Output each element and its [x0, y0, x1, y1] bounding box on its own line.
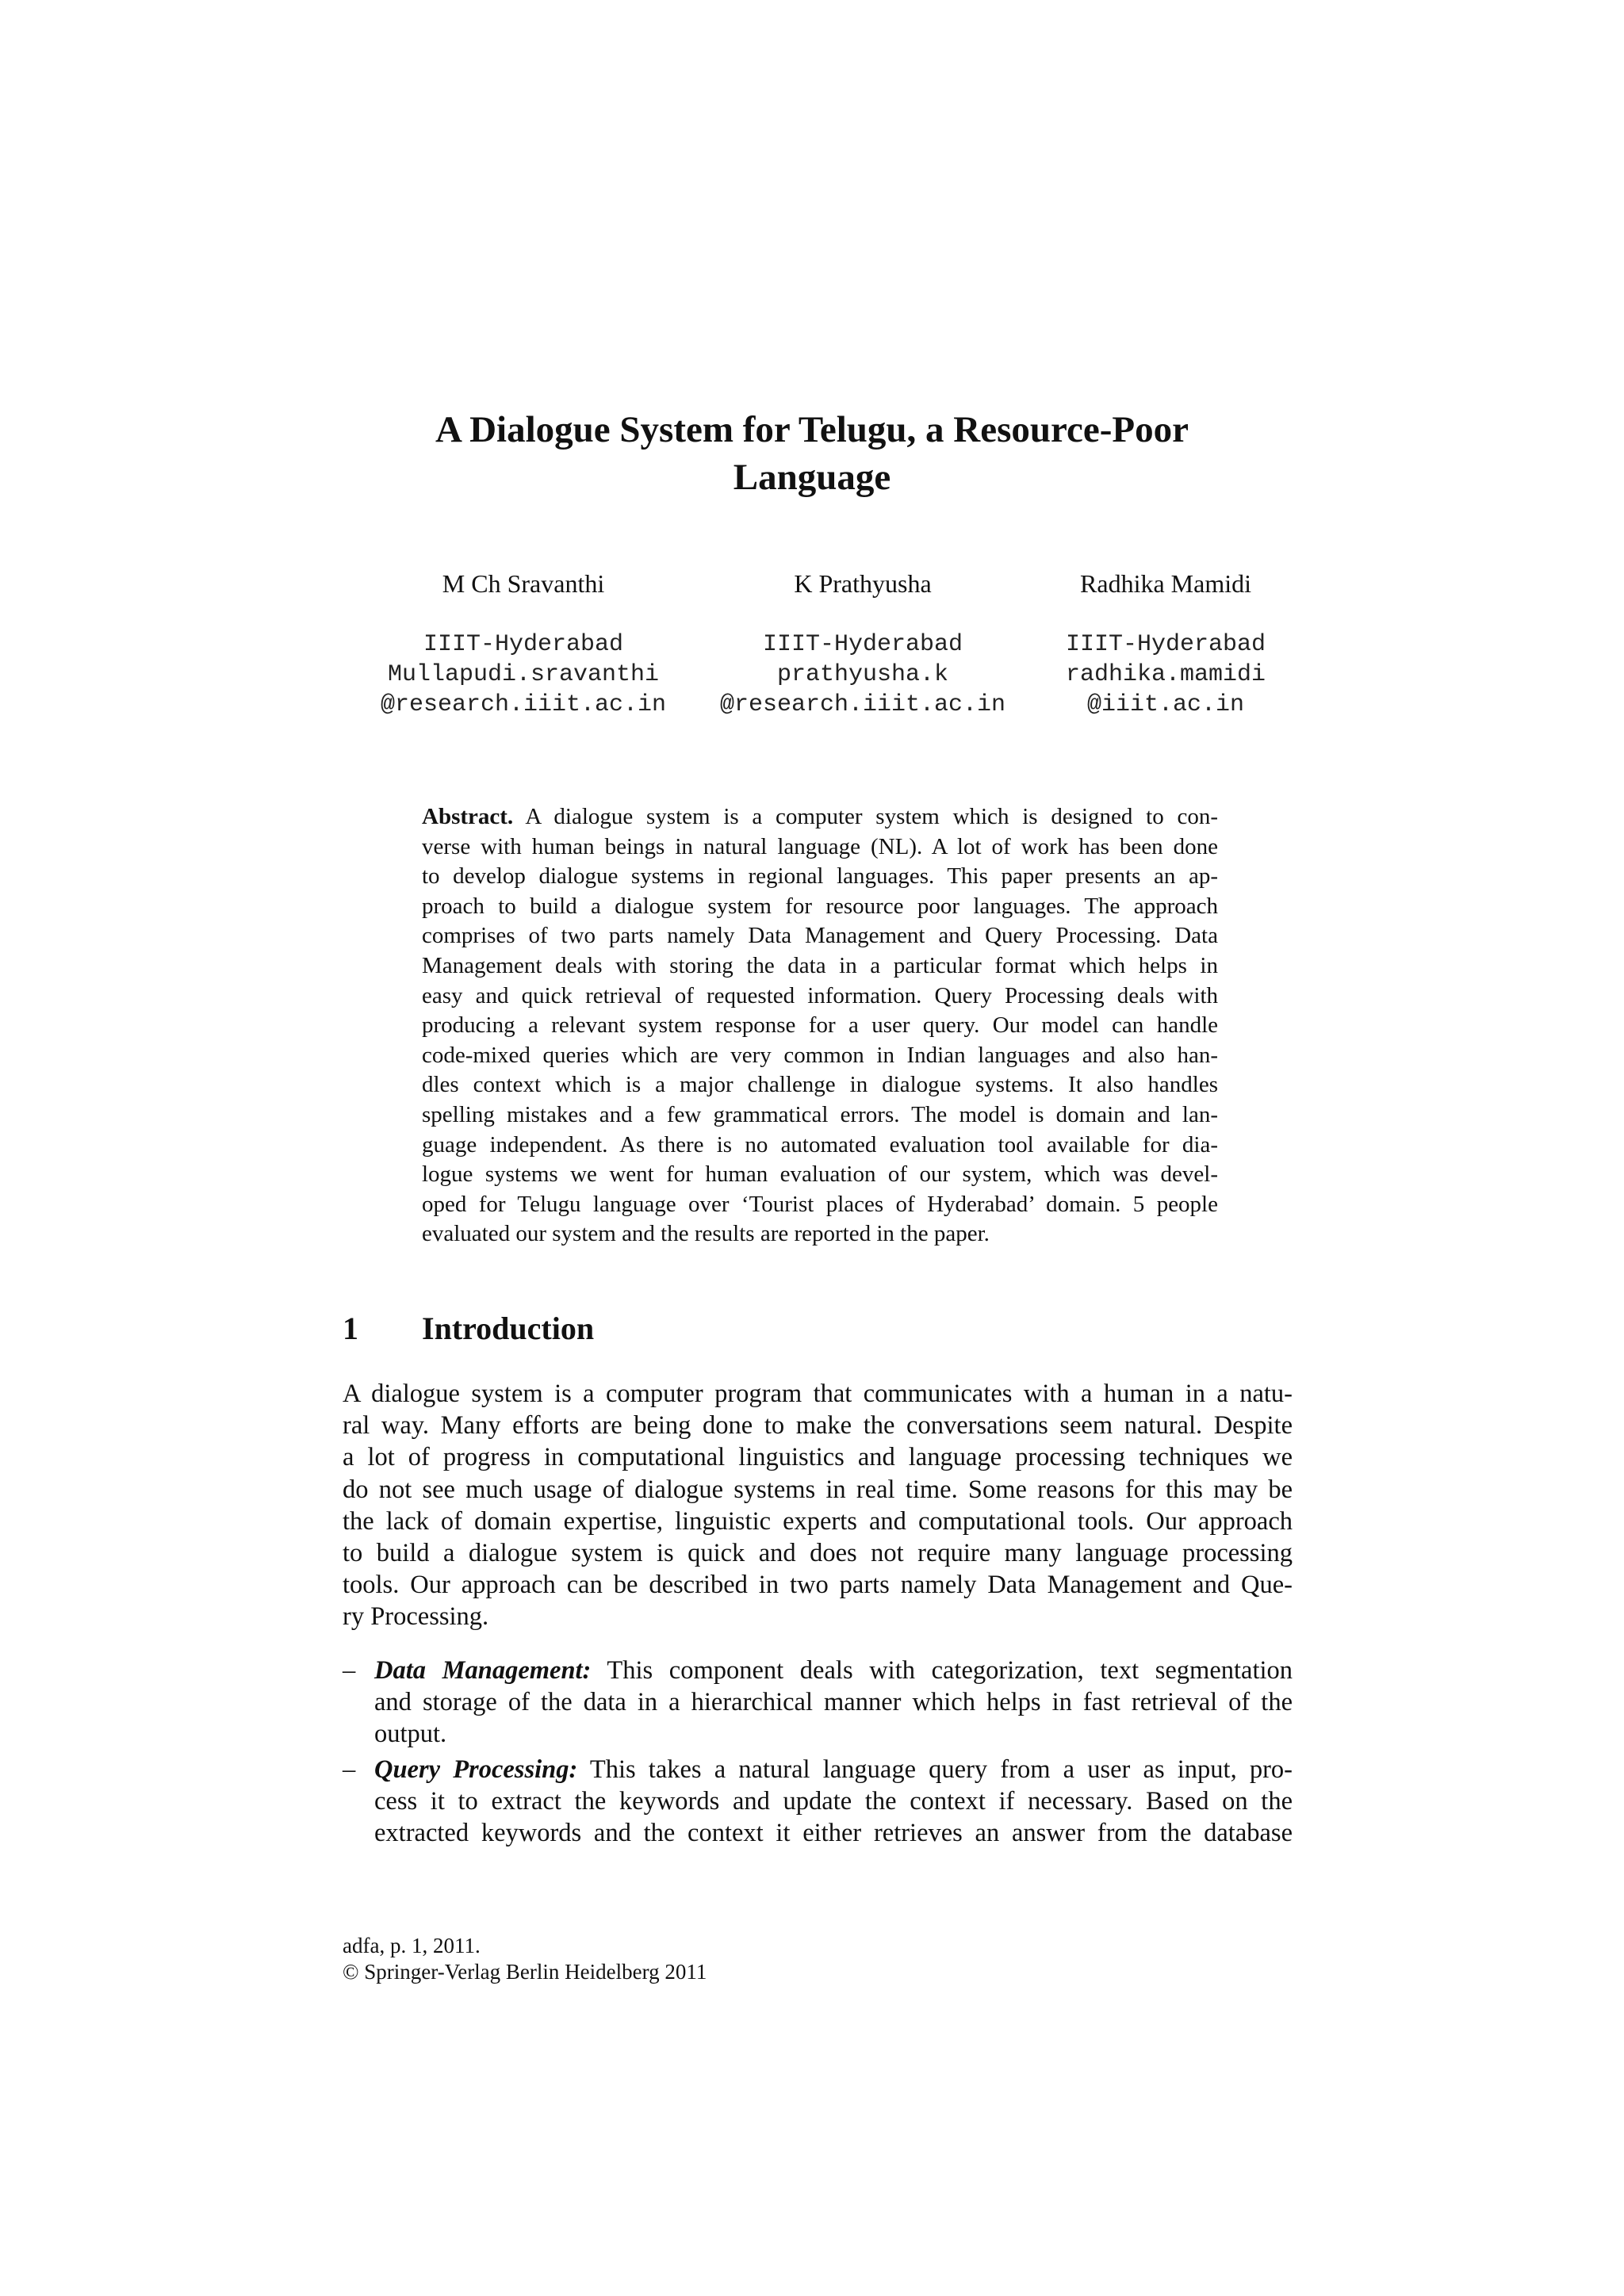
abstract-line: evaluated our system and the results are reported in the paper. — [422, 1221, 990, 1247]
bullet-line: output. — [374, 1720, 447, 1749]
author-email: Mullapudi.sravanthi — [387, 661, 660, 688]
bullet-list — [343, 1655, 1293, 1852]
abstract-line: Management deals with storing the data in a particular format which helps in — [422, 952, 1218, 978]
section-title: Introduction — [422, 1311, 595, 1346]
paragraph-line: to build a dialogue system is quick and does not require many language processing — [343, 1538, 1293, 1567]
footer-copyright: © Springer-Verlag Berlin Heidelberg 2011 — [343, 1960, 707, 1984]
bullet-item-data-management — [343, 1655, 1293, 1751]
bullet-line: Data Management: This component deals with categorization, text segmentation — [374, 1656, 1293, 1685]
paragraph-line: tools. Our approach can be described in two parts namely Data Management and Que- — [343, 1571, 1293, 1600]
bullet-term: Query Processing: — [374, 1755, 578, 1784]
paragraph-line: ry Processing. — [343, 1602, 489, 1632]
paper-title — [0, 406, 1624, 501]
author-affiliation: IIIT-Hyderabad — [423, 631, 624, 658]
section-number: 1 — [343, 1311, 358, 1346]
bullet-line: extracted keywords and the context it either retrieves an answer from the database — [374, 1818, 1293, 1847]
bullet-term: Data Management: — [374, 1656, 592, 1685]
author-affiliation-block — [349, 629, 698, 720]
intro-paragraph — [343, 1378, 1293, 1633]
abstract-line: logue systems we went for human evaluation of our system, which was devel- — [422, 1161, 1218, 1188]
author-affiliation: IIIT-Hyderabad — [762, 631, 963, 658]
bullet-line: and storage of the data in a hierarchical manner which helps in fast retrieval of the — [374, 1688, 1293, 1717]
bullet-item-query-processing — [343, 1754, 1293, 1850]
title-line: A Dialogue System for Telugu, a Resource-Poor — [435, 409, 1189, 450]
bullet-line: Query Processing: This takes a natural language query from a user as input, pro- — [374, 1755, 1293, 1784]
author-affiliation-block — [999, 629, 1332, 720]
abstract-line: comprises of two parts namely Data Management and Query Processing. Data — [422, 923, 1218, 949]
bullet-line: cess it to extract the keywords and update the context if necessary. Based on the — [374, 1786, 1293, 1816]
paragraph-line: do not see much usage of dialogue systems in real time. Some reasons for this may be — [343, 1475, 1293, 1504]
abstract-line: proach to build a dialogue system for resource poor languages. The approach — [422, 893, 1218, 919]
paragraph-line: A dialogue system is a computer program that communicates with a human in a natu- — [343, 1380, 1293, 1408]
author-email: @research.iiit.ac.in — [380, 691, 667, 718]
dash-bullet-icon: – — [343, 1656, 356, 1685]
paragraph-line: the lack of domain expertise, linguistic experts and computational tools. Our approach — [343, 1506, 1293, 1536]
author-email: @iiit.ac.in — [1086, 691, 1245, 718]
author-affiliation-block — [688, 629, 1037, 720]
title-line: Language — [733, 457, 891, 498]
section-heading — [343, 1310, 594, 1348]
author-name: K Prathyusha — [794, 569, 932, 598]
abstract-label: Abstract. — [422, 804, 514, 829]
abstract-line: oped for Telugu language over ‘Tourist places of Hyderabad’ domain. 5 people — [422, 1191, 1218, 1217]
author-affiliation: IIIT-Hyderabad — [1065, 631, 1266, 658]
abstract-line: producing a relevant system response for a user query. Our model can handle — [422, 1012, 1218, 1039]
author-email: @research.iiit.ac.in — [719, 691, 1006, 718]
abstract-line: spelling mistakes and a few grammatical errors. The model is domain and lan- — [422, 1101, 1218, 1127]
abstract-line: dles context which is a major challenge in dialogue systems. It also handles — [422, 1072, 1218, 1098]
author-name: Radhika Mamidi — [1080, 569, 1251, 598]
abstract-line: verse with human beings in natural language (NL). A lot of work has been done — [422, 833, 1218, 859]
author-name: M Ch Sravanthi — [442, 569, 605, 598]
author-email: prathyusha.k — [776, 661, 949, 688]
author-email: radhika.mamidi — [1065, 661, 1266, 688]
page-footer — [343, 1933, 707, 1985]
paragraph-line: ral way. Many efforts are being done to make the conversations seem natural. Despite — [343, 1411, 1293, 1441]
abstract-line: guage independent. As there is no automated evaluation tool available for dia- — [422, 1131, 1218, 1158]
paragraph-line: a lot of progress in computational linguistics and language processing techniques we — [343, 1443, 1293, 1472]
abstract-line: to develop dialogue systems in regional languages. This paper presents an ap- — [422, 863, 1218, 890]
abstract-line: code-mixed queries which are very common in Indian languages and also han- — [422, 1042, 1218, 1068]
footer-citation: adfa, p. 1, 2011. — [343, 1934, 481, 1957]
abstract-line: easy and quick retrieval of requested information. Query Processing deals with — [422, 982, 1218, 1008]
abstract — [422, 802, 1218, 1249]
dash-bullet-icon: – — [343, 1755, 356, 1784]
abstract-line: Abstract. A dialogue system is a computer system which is designed to con- — [422, 804, 1218, 829]
